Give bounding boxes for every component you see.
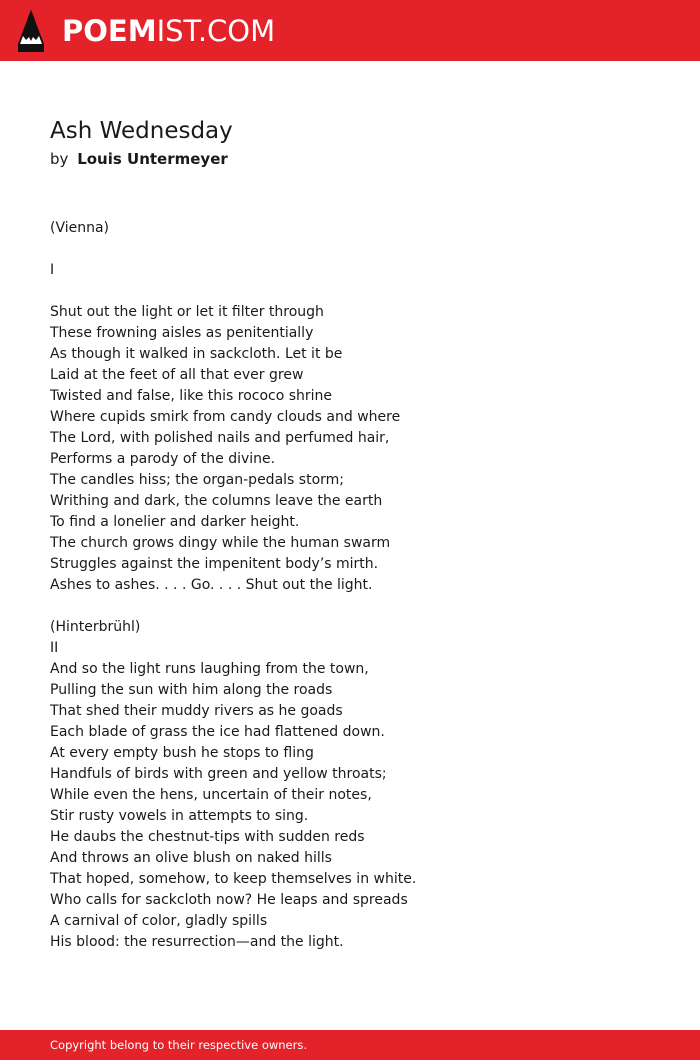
poem-line: Pulling the sun with him along the roads [50,682,333,698]
poem-line: The candles hiss; the organ-pedals storm; [50,472,344,488]
poem-line: These frowning aisles as penitentially [50,325,314,341]
poem-line: Handfuls of birds with green and yellow throats; [50,766,387,782]
stanza-break [50,239,670,260]
logo-text-light: IST.COM [156,14,276,48]
poem-line: While even the hens, uncertain of their notes, [50,787,372,803]
byline [50,148,228,170]
poem-line: And throws an olive blush on naked hills [50,850,332,866]
poem-line: Struggles against the impenitent body’s mirth. [50,556,379,572]
by-label: by [50,150,69,168]
poem-line: The church grows dingy while the human swarm [50,535,391,551]
poem-line: Stir rusty vowels in attempts to sing. [50,808,309,824]
poem-line: He daubs the chestnut-tips with sudden reds [50,829,365,845]
poem-line: At every empty bush he stops to fling [50,745,314,761]
logo-text-bold: POEM [62,14,157,48]
poem-title: Ash Wednesday [50,118,233,144]
pencil-tip-icon[interactable] [18,10,44,52]
copyright-text: Copyright belong to their respective owners. [50,1038,308,1052]
poem-line: (Hinterbrühl) [50,619,141,635]
poem-line: Performs a parody of the divine. [50,451,276,467]
poem-line: His blood: the resurrection—and the light. [50,934,344,950]
poem-line: That shed their muddy rivers as he goads [50,703,343,719]
poem-line: A carnival of color, gladly spills [50,913,268,929]
poem-line: Who calls for sackcloth now? He leaps and spreads [50,892,408,908]
site-footer [0,1030,700,1060]
poem-line: Where cupids smirk from candy clouds and where [50,409,401,425]
poem-line: And so the light runs laughing from the town, [50,661,369,677]
poem-line: As though it walked in sackcloth. Let it be [50,346,343,362]
site-logo[interactable] [62,12,275,50]
poem-line: Shut out the light or let it filter through [50,304,324,320]
poem-line: The Lord, with polished nails and perfumed hair, [50,430,390,446]
poem-line: Writhing and dark, the columns leave the earth [50,493,383,509]
site-header [0,0,700,61]
poem-body [50,218,670,953]
poem-line: Each blade of grass the ice had flattened down. [50,724,385,740]
poem-line: To find a lonelier and darker height. [50,514,300,530]
poem-line: Laid at the feet of all that ever grew [50,367,304,383]
stanza-break [50,596,670,617]
author-name[interactable]: Louis Untermeyer [77,150,228,168]
stanza-break [50,281,670,302]
poem-line: Ashes to ashes. . . . Go. . . . Shut out the light. [50,577,373,593]
poem-line: (Vienna) [50,220,110,236]
poem-line: That hoped, somehow, to keep themselves in white. [50,871,417,887]
poem-line: I [50,262,55,278]
poem-line: Twisted and false, like this rococo shrine [50,388,333,404]
poem-line: II [50,640,59,656]
